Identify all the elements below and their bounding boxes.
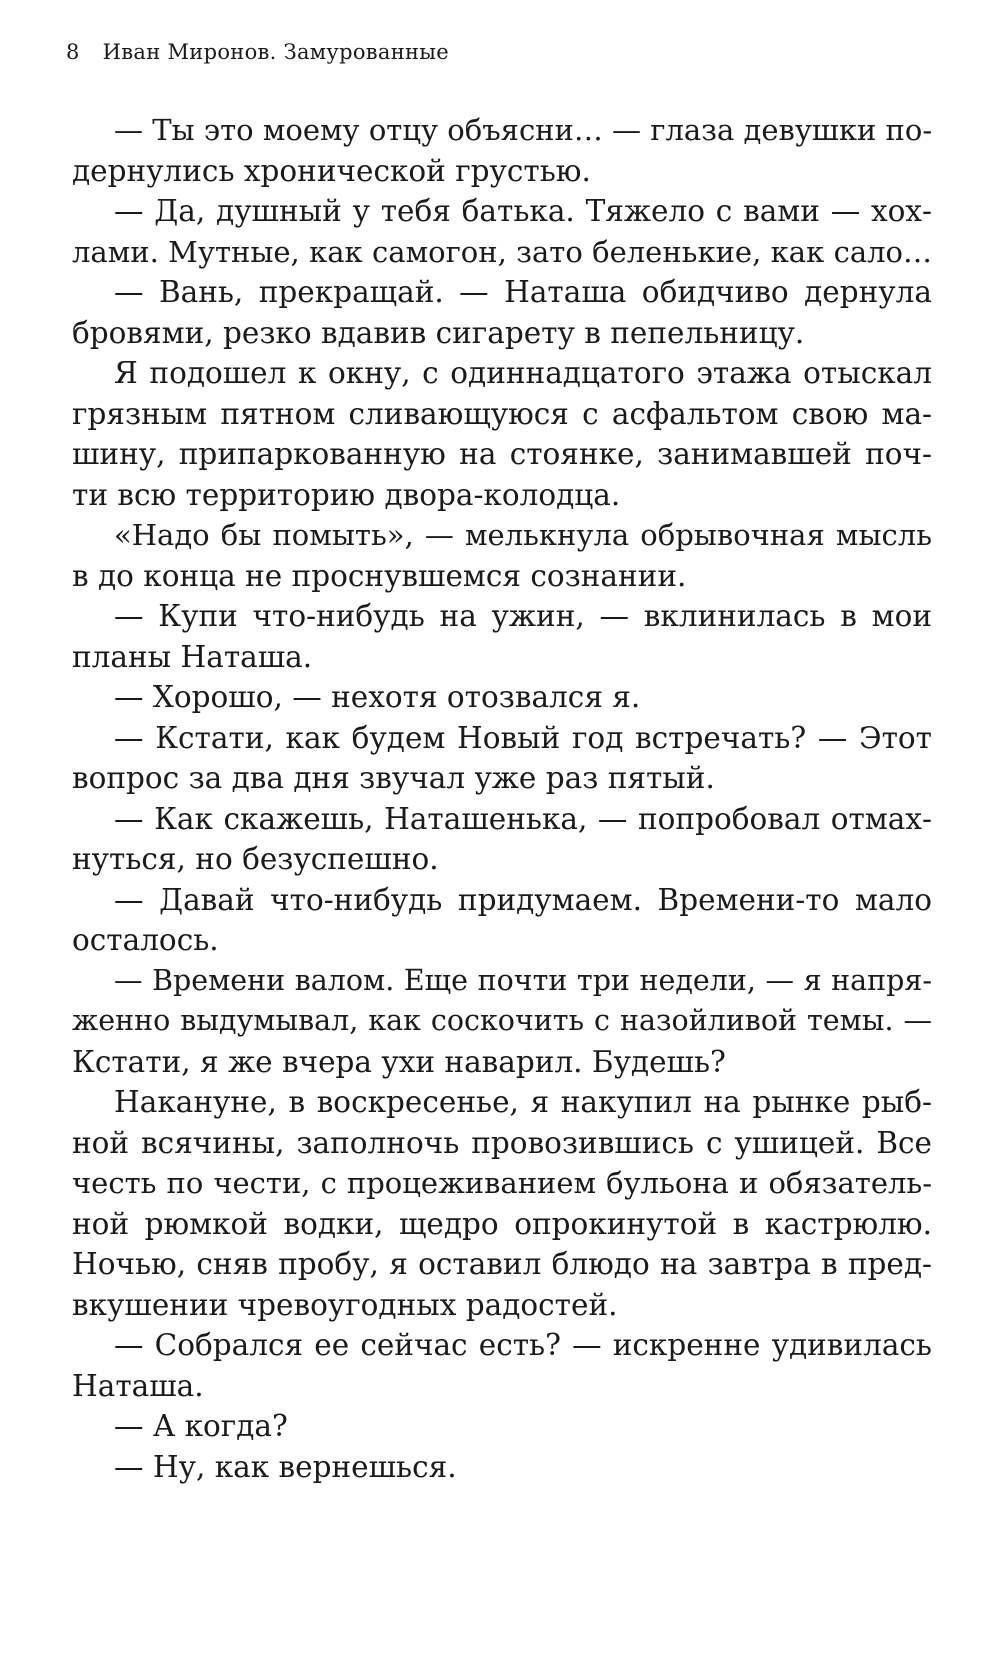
text-line: честь по чести, с процеживанием бульона и обязатель- (72, 1166, 932, 1200)
running-header (66, 40, 449, 64)
page-number: 8 (66, 40, 80, 64)
text-line: ной всячины, заполночь провозившись с ушицей. Все (72, 1125, 932, 1160)
text-line: Наташа. (72, 1368, 204, 1403)
text-line: дернулись хронической грустью. (72, 153, 591, 188)
text-line: нуться, но безуспешно. (72, 842, 439, 876)
text-line: ной рюмкой водки, щедро опрокинутой в кастрюлю. (72, 1206, 932, 1241)
text-line: — Кстати, как будем Новый год встречать? — Этот (114, 720, 932, 755)
text-line: грязным пятном сливающуюся с асфальтом свою ма- (72, 396, 932, 431)
text-line: осталось. (72, 923, 219, 957)
text-line: Накануне, в воскресенье, я накупил на рынке рыб- (114, 1085, 932, 1119)
text-line: — Ты это моему отцу объясни… — глаза девушки по- (114, 113, 933, 147)
text-line: — Вань, прекращай. — Наташа обидчиво дернула (114, 275, 932, 309)
text-line: вкушении чревоугодных радостей. (72, 1287, 618, 1322)
text-line: — Времени валом. Еще почти три недели, — я напря- (114, 963, 932, 997)
text-line: ти всю территорию двора-колодца. (72, 477, 621, 512)
text-line: планы Наташа. (72, 639, 313, 674)
text-line: — Хорошо, — нехотя отозвался я. (114, 680, 641, 714)
text-line: Я подошел к окну, с одиннадцатого этажа отыскал (114, 356, 932, 390)
text-line: — Как скажешь, Наташенька, — попробовал отмах- (114, 801, 932, 836)
text-line: — Ну, как вернешься. (114, 1449, 457, 1484)
text-line: бровями, резко вдавив сигарету в пепельницу. (72, 315, 805, 350)
text-line: — А когда? (114, 1409, 288, 1443)
running-title: Иван Миронов. Замурованные (102, 40, 450, 64)
text-line: — Купи что-нибудь на ужин, — вклинилась в мои (114, 599, 932, 633)
text-line: — Давай что-нибудь придумаем. Времени-то мало (114, 882, 932, 917)
text-line: вопрос за два дня звучал уже раз пятый. (72, 761, 715, 795)
text-line: шину, припаркованную на стоянке, занимавшей поч- (72, 437, 932, 471)
text-line: Кстати, я же вчера ухи наварил. Будешь? (72, 1044, 726, 1079)
text-line: «Надо бы помыть», — мелькнула обрывочная мысль (114, 518, 932, 552)
text-line: Ночью, сняв пробу, я оставил блюдо на завтра в пред- (72, 1247, 932, 1281)
text-line: лами. Мутные, как самогон, зато беленькие, как сало… (72, 234, 932, 269)
text-line: женно выдумывал, как соскочить с назойливой темы. — (72, 1004, 932, 1037)
text-line: — Да, душный у тебя батька. Тяжело с вами — хох- (114, 194, 932, 228)
text-line: — Собрался ее сейчас есть? — искренне удивилась (114, 1328, 932, 1362)
text-line: в до конца не проснувшемся сознании. (72, 558, 687, 593)
